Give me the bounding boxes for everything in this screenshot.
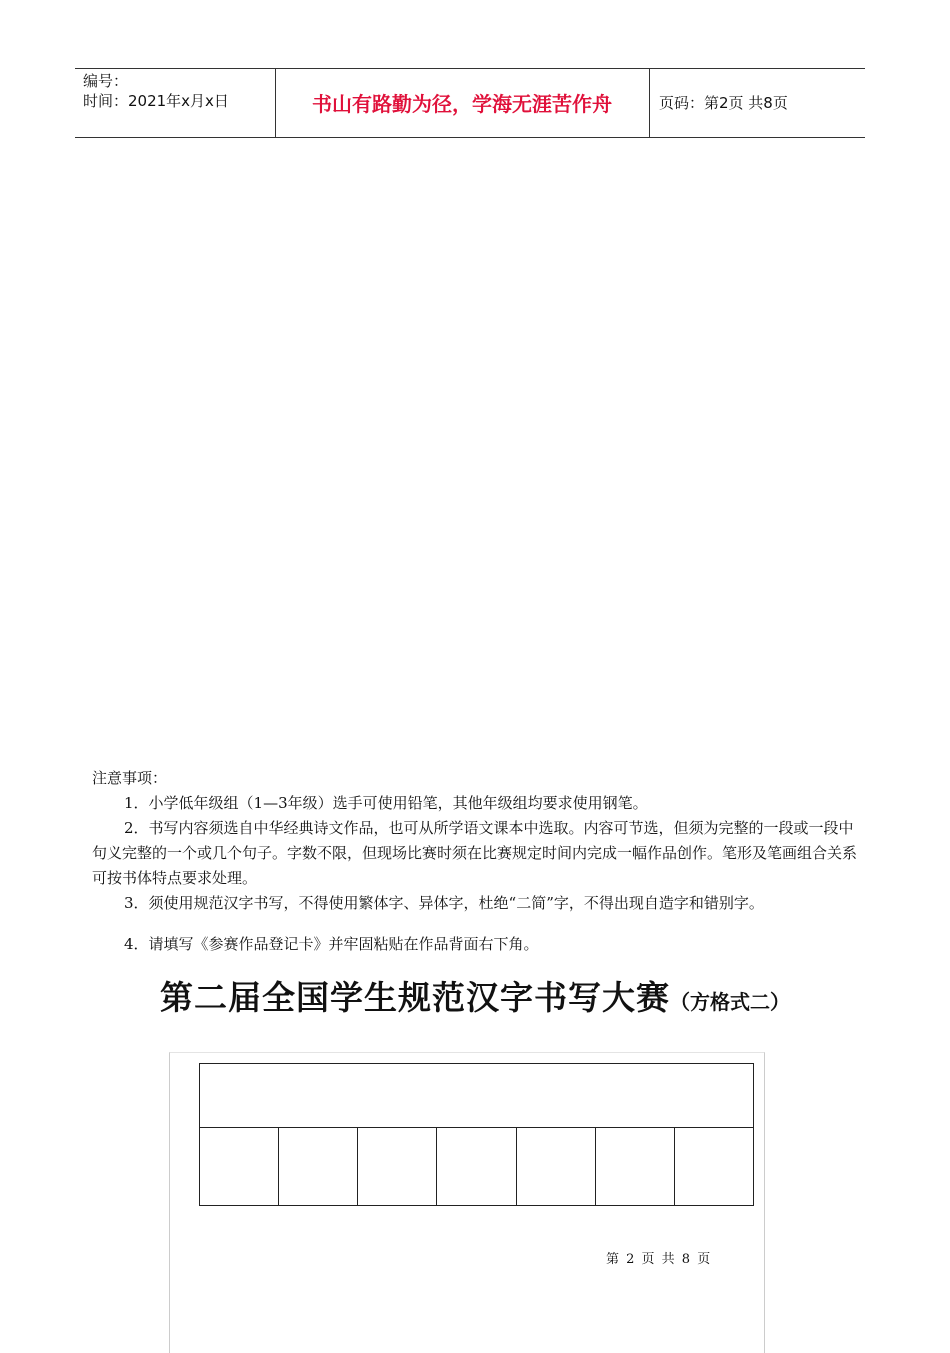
grid-cell-row [200,1128,753,1205]
header-motto: 书山有路勤为径，学海无涯苦作舟 [312,92,612,116]
grid-cell[interactable] [517,1128,596,1205]
grid-title-row[interactable] [200,1064,753,1128]
grid-cell[interactable] [200,1128,279,1205]
note-item-3: 3．须使用规范汉字书写，不得使用繁体字、异体字，杜绝“二简”字，不得出现自造字和错别字。 [124,894,764,912]
doc-date: 时间：2021年x月x日 [83,92,229,110]
contest-title [0,972,950,1019]
grid-cell[interactable] [358,1128,437,1205]
notes-section [92,766,862,957]
doc-number-label: 编号： [83,72,129,90]
grid-cell[interactable] [279,1128,358,1205]
header-left-cell [75,69,276,137]
grid-cell[interactable] [437,1128,516,1205]
grid-cell[interactable] [596,1128,675,1205]
page-header [75,68,865,138]
note-item-1: 1．小学低年级组（1—3年级）选手可使用铅笔，其他年级组均要求使用钢笔。 [124,794,648,812]
header-right-cell [649,69,865,137]
note-item-4: 4．请填写《参赛作品登记卡》并牢固粘贴在作品背面右下角。 [124,935,539,953]
page-footer: 第 2 页 共 8 页 [606,1252,711,1267]
note-item-2: 2．书写内容须选自中华经典诗文作品，也可从所学语文课本中选取。内容可节选，但须为完整的一段或一段中句义完整的一个或几个句子。字数不限，但现场比赛时须在比赛规定时间内完成一幅作品创作。笔形及笔画组合关系可按书体特点要求处理。 [92,819,858,887]
contest-title-main: 第二届全国学生规范汉字书写大赛 [160,978,670,1017]
header-middle-cell [275,69,650,137]
contest-title-sub: （方格式二） [670,990,790,1014]
grid-cell[interactable] [675,1128,753,1205]
notes-heading: 注意事项： [92,769,168,787]
writing-grid [199,1063,754,1206]
header-page-info: 页码：第2页 共8页 [659,94,788,112]
